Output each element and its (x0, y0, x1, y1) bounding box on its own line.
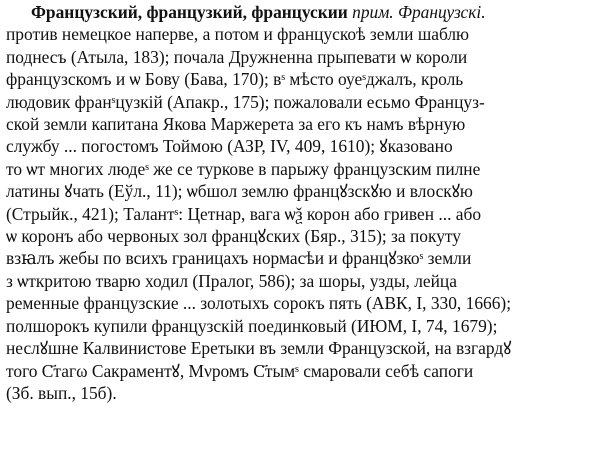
entry-line: (Стрыйк., 421); Талантˢ: Цетнар, вага ѡѯ корон або гривен ... або (6, 203, 482, 224)
entry-line: ской земли капитана Якова Маржерета за его къ намъ вѣрную (6, 114, 466, 135)
entry-line: службу ... погостомъ Тоймою (АЗР, IV, 409, 1610); ꙋказовано (6, 136, 453, 157)
entry-line: (Зб. вып., 15б). (6, 382, 117, 403)
entry-line: поднесъ (Атыла, 183); почала Дружненна прыпевати ѡ короли (6, 46, 468, 67)
entry-line: ременные французские ... золотыхъ сорокъ пять (АВК, I, 330, 1666); (6, 293, 512, 314)
headword: Французский, французкий, францускии (31, 2, 348, 22)
entry-line: против немецкое наперве, а потом и францускоѣ земли шаблю (6, 24, 470, 45)
entry-line: полшорокъ купили французскій поединковый (ИЮМ, I, 74, 1679); (6, 315, 498, 336)
entry-line: ѡ коронъ або червоных зол францꙋских (Бяр., 315); за покуту (6, 226, 461, 247)
entry-line: того С҃тагω Сакраментꙋ, Мνромъ С҃тымˢ смаровали себѣ сапоги (6, 360, 474, 381)
entry-line: то ѡт многих людеˢ же се туркове в парыжу французским пилне (6, 158, 481, 179)
entry-line: взꙗлъ жебы по всихъ границахъ нормасѣи и францꙋзкоˢ земли (6, 248, 472, 269)
entry-line: латины ꙋчать (Еўл., 11); ѡбшол землю францꙋзскꙋю и влоскꙋю (6, 181, 473, 202)
entry-line: французскомъ и ѡ Бову (Бава, 170); вˢ мѣсто оуеˢджалъ, кроль (6, 69, 464, 90)
entry-line-header (6, 1, 603, 23)
grammatical-note: прим. Французскі. (352, 2, 486, 22)
entry-line: з ѡткритою тварю ходил (Пралог, 586); за шоры, узды, лейца (6, 270, 457, 291)
dictionary-entry (6, 1, 603, 404)
entry-line: неслꙋшне Калвинистове Еретыки въ земли Французской, на взгардꙋ (6, 338, 512, 359)
entry-line: людовик франˢцузкій (Апакр., 175); пожаловали есьмо Француз- (6, 91, 485, 112)
